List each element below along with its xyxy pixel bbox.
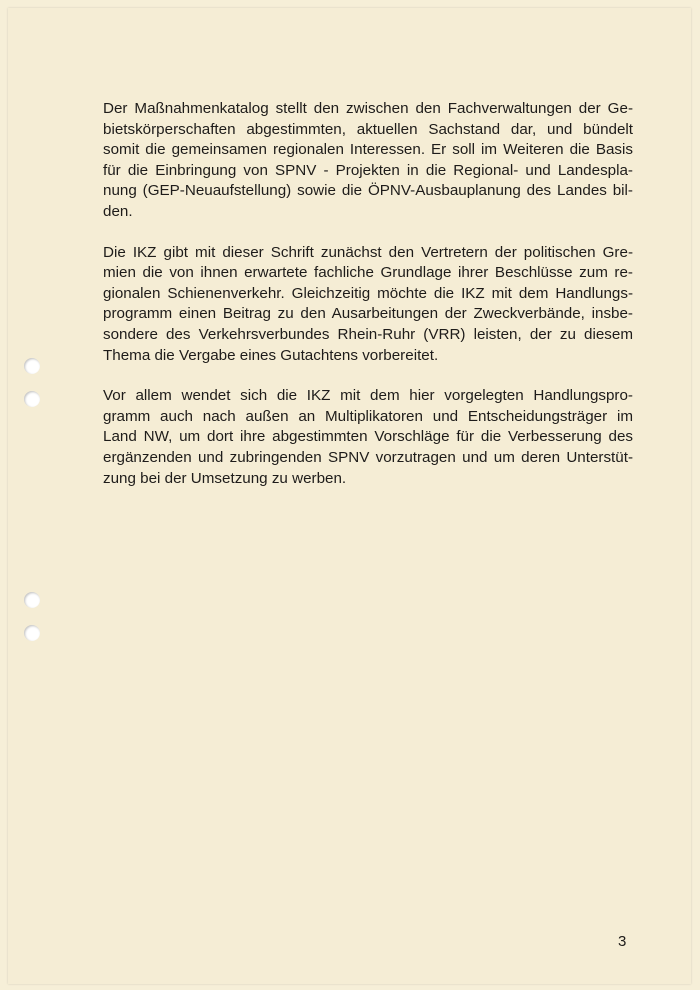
text-line: mien die von ihnen erwartete fachliche Grundlage ihrer Beschlüsse zum re-	[103, 264, 633, 282]
punch-hole-3	[24, 592, 40, 608]
text-line: Die IKZ gibt mit dieser Schrift zunächst den Vertretern der politischen Gre-	[103, 243, 633, 261]
text-line: nung (GEP-Neuaufstellung) sowie die ÖPNV-Ausbauplanung des Landes bil-	[103, 182, 633, 200]
text-line: sondere des Verkehrsverbundes Rhein-Ruhr (VRR) leisten, der zu diesem	[103, 325, 633, 343]
body-text	[103, 99, 633, 509]
text-line: für die Einbringung von SPNV - Projekten in die Regional- und Landespla-	[103, 161, 633, 179]
text-line: Thema die Vergabe eines Gutachtens vorbereitet.	[103, 346, 439, 364]
punch-hole-2	[24, 391, 40, 407]
text-line: bietskörperschaften abgestimmten, aktuellen Sachstand dar, und bündelt	[103, 120, 633, 138]
text-line: zung bei der Umsetzung zu werben.	[103, 469, 347, 487]
text-line: programm einen Beitrag zu den Ausarbeitungen der Zweckverbände, insbe-	[103, 305, 633, 323]
paragraph-1	[103, 99, 633, 223]
text-line: Der Maßnahmenkatalog stellt den zwischen den Fachverwaltungen der Ge-	[103, 100, 633, 117]
punch-hole-4	[24, 625, 40, 641]
text-line: Land NW, um dort ihre abgestimmten Vorschläge für die Verbesserung des	[103, 428, 633, 446]
text-line: gionalen Schienenverkehr. Gleichzeitig möchte die IKZ mit dem Handlungs-	[103, 284, 633, 302]
page-number: 3	[618, 933, 627, 950]
text-line: gramm auch nach außen an Multiplikatoren und Entscheidungsträger im	[103, 407, 633, 425]
text-line: somit die gemeinsamen regionalen Interessen. Er soll im Weiteren die Basis	[103, 141, 633, 159]
punch-hole-1	[24, 358, 40, 374]
paragraph-2	[103, 243, 633, 367]
text-line: Vor allem wendet sich die IKZ mit dem hier vorgelegten Handlungspro-	[103, 387, 633, 405]
paragraph-3	[103, 386, 633, 489]
text-line: ergänzenden und zubringenden SPNV vorzutragen und um deren Unterstüt-	[103, 448, 633, 466]
text-line: den.	[103, 202, 133, 220]
